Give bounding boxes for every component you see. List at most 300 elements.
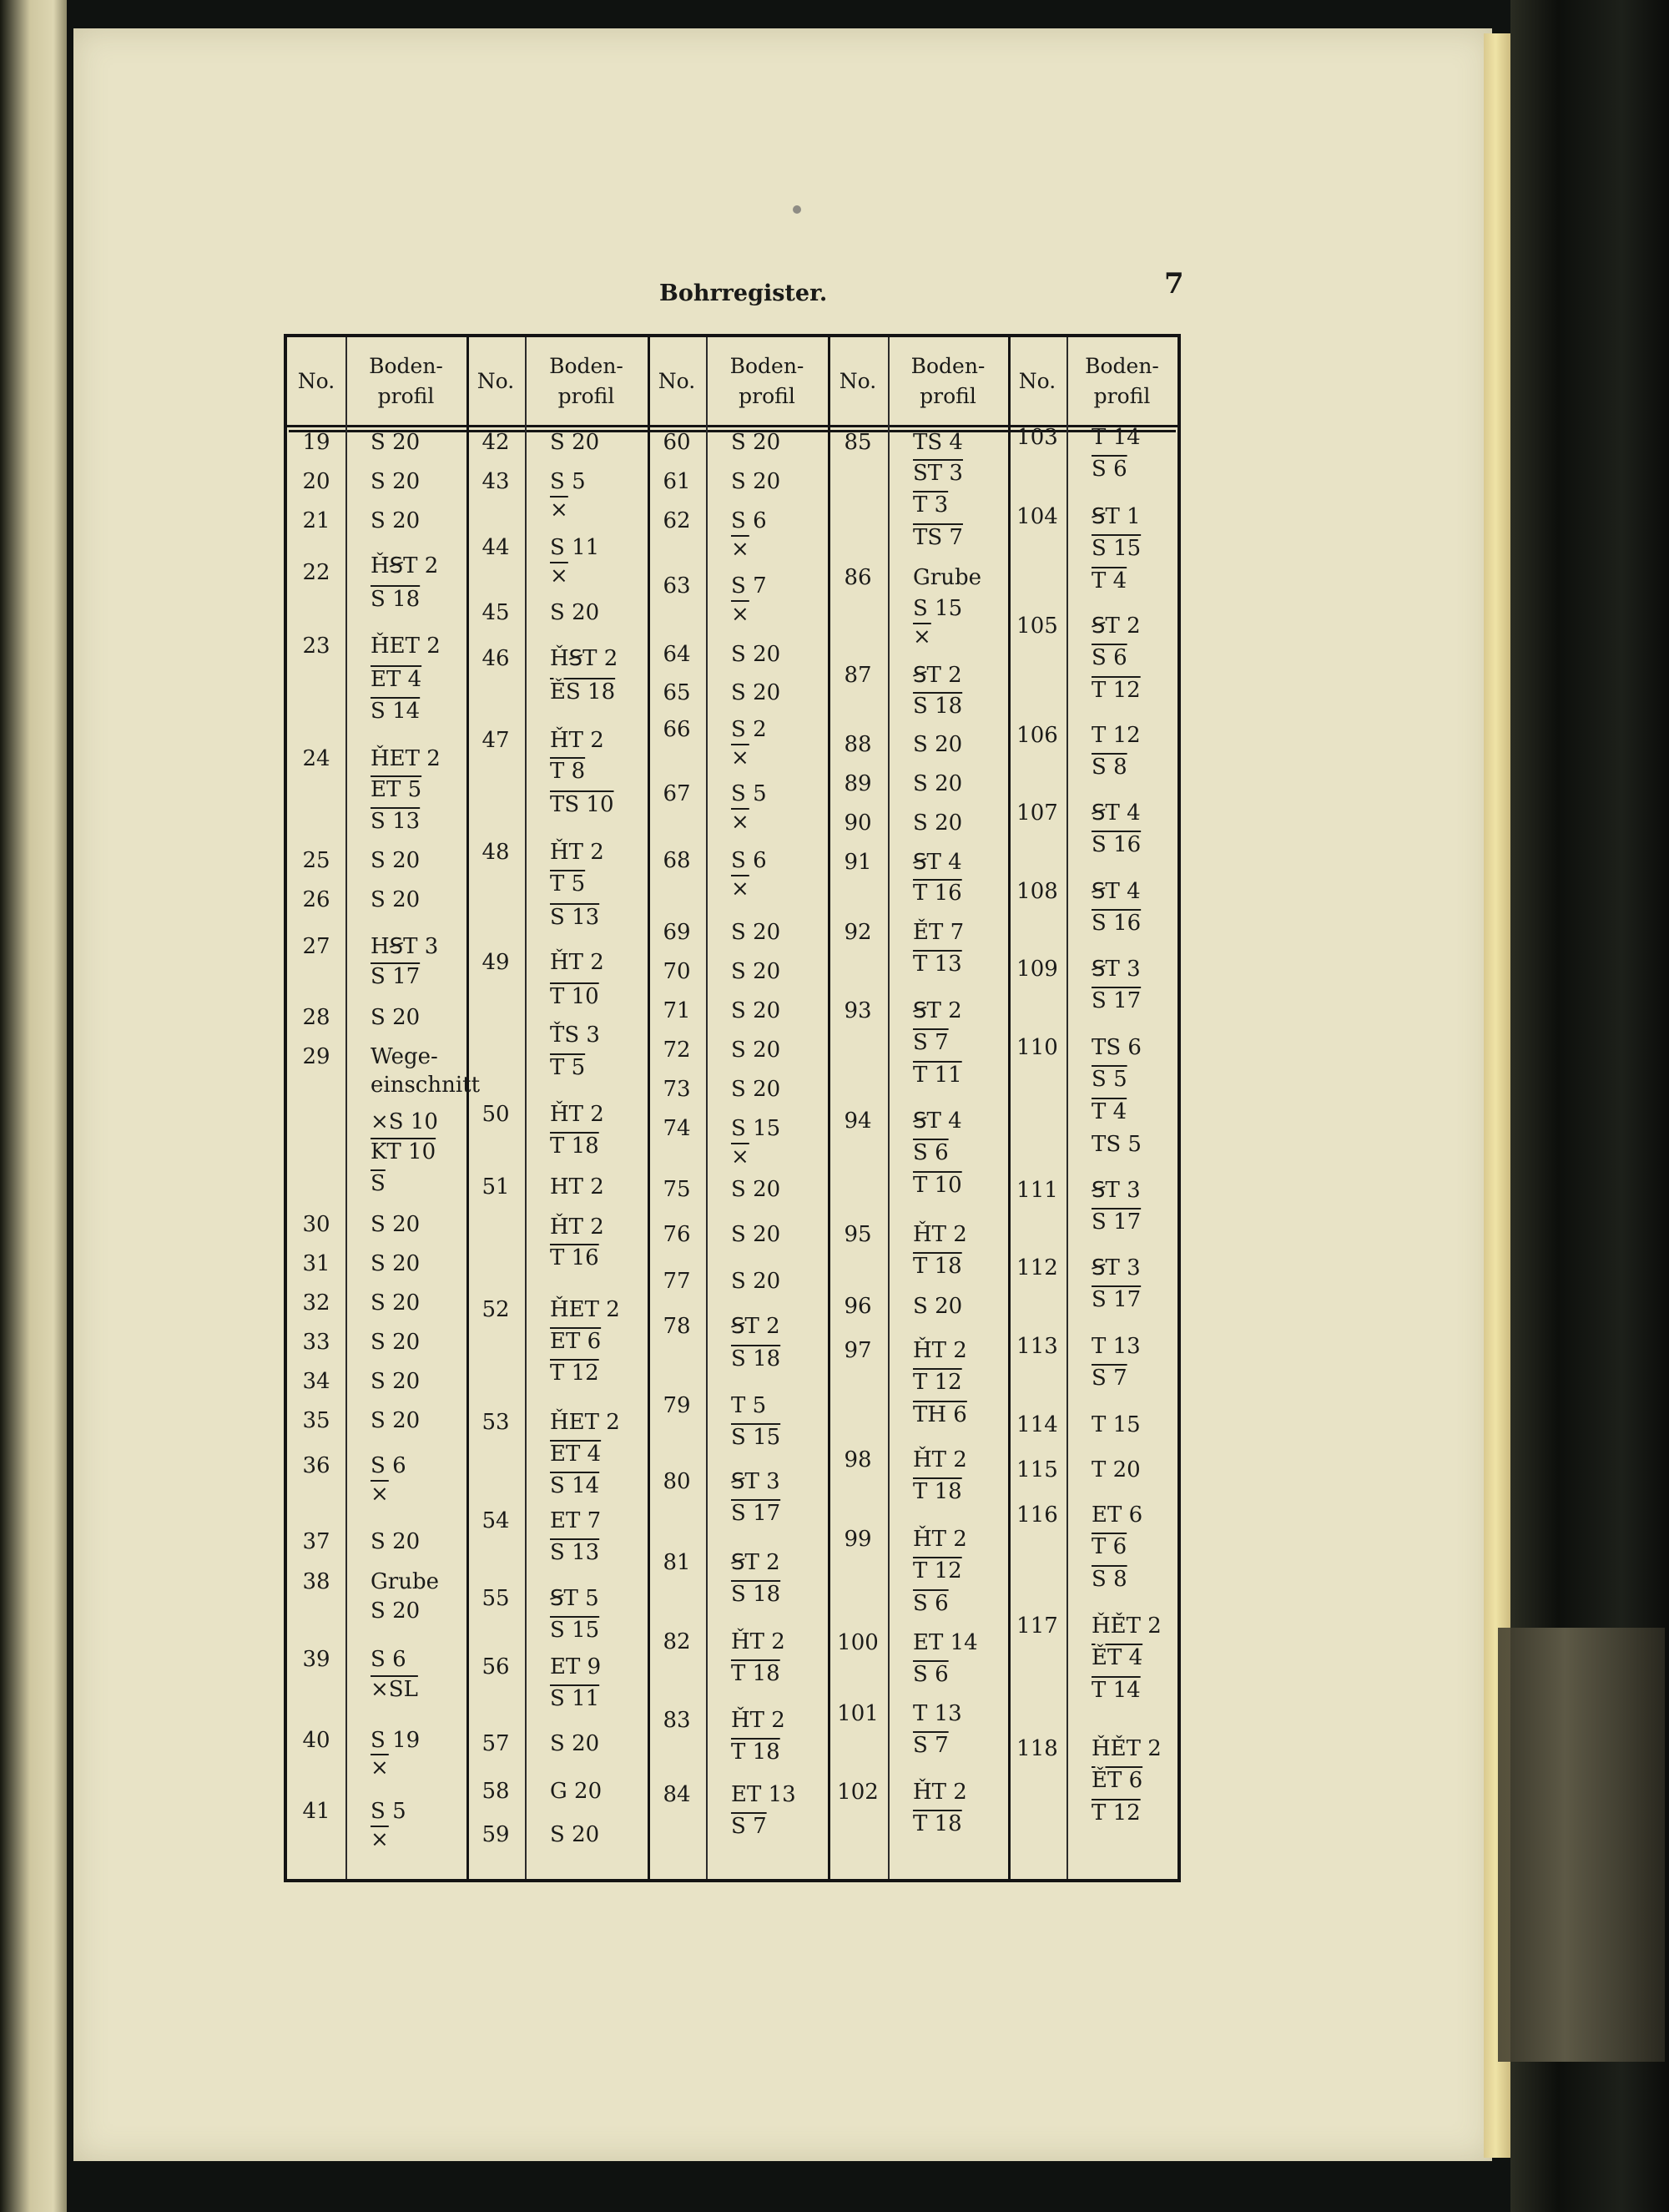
soil-profile-entry: T 11: [913, 1063, 962, 1088]
soil-profile-entry: ET 6: [550, 1329, 602, 1354]
boring-number: 55: [482, 1586, 510, 1611]
header-bodenprofil: Boden- profil: [910, 353, 986, 408]
soil-profile-entry: S 20: [913, 771, 963, 796]
boring-number: 88: [844, 732, 872, 757]
soil-profile-entry: S 6: [731, 848, 767, 873]
soil-profile-entry: S 19: [371, 1728, 421, 1753]
soil-profile-entry: ĚT 7: [913, 920, 965, 945]
soil-profile-entry: ET 9: [550, 1654, 602, 1679]
soil-profile-entry: S 17: [1092, 1210, 1142, 1235]
boring-number: 109: [1016, 957, 1058, 982]
soil-profile-entry: T 14: [1092, 425, 1141, 450]
soil-profile-entry: ȞT 2: [913, 1780, 967, 1805]
boring-number: 30: [302, 1212, 330, 1237]
soil-profile-entry: ꞨT 4: [913, 1109, 962, 1134]
soil-profile-entry: S 20: [371, 887, 421, 912]
soil-profile-entry: ET 5: [371, 777, 422, 802]
boring-number: 94: [844, 1109, 872, 1134]
boring-number: 90: [844, 811, 872, 836]
soil-profile-entry: S 17: [1092, 988, 1142, 1013]
soil-profile-entry: ET 13: [731, 1782, 796, 1807]
boring-number: 31: [302, 1251, 330, 1276]
soil-profile-entry: S 20: [550, 600, 600, 625]
soil-profile-entry: ȞET 2: [550, 1297, 620, 1322]
soil-profile-entry: T 3: [913, 492, 949, 518]
header-no: No.: [297, 368, 335, 393]
soil-profile-entry: T 10: [913, 1173, 962, 1198]
soil-profile-entry: HꞨT 3: [371, 934, 439, 959]
soil-profile-entry: T 4: [1092, 568, 1127, 593]
soil-profile-entry: S 20: [371, 1529, 421, 1554]
header-bodenprofil: Boden- profil: [729, 353, 804, 408]
boring-number: 35: [302, 1408, 330, 1433]
soil-profile-entry: ꞨT 4: [1092, 800, 1141, 826]
boring-number: 56: [482, 1654, 510, 1679]
boring-number: 89: [844, 771, 872, 796]
soil-profile-entry: S 7: [731, 1814, 767, 1839]
page-mark: [793, 205, 801, 214]
soil-profile-entry: S 5: [1092, 1067, 1127, 1092]
soil-profile-entry: S 20: [731, 642, 781, 667]
soil-profile-entry: T 20: [1092, 1457, 1141, 1482]
soil-profile-entry: S 20: [371, 1212, 421, 1237]
soil-profile-entry: T 12: [1092, 678, 1141, 703]
soil-profile-entry: S 20: [371, 469, 421, 494]
soil-profile-entry: T 12: [913, 1558, 962, 1583]
soil-profile-entry: S 6: [1092, 645, 1127, 670]
soil-profile-entry: ꞨT 2: [913, 663, 962, 688]
boring-number: 46: [482, 646, 510, 671]
boring-number: 38: [302, 1569, 330, 1594]
boring-number: 20: [302, 469, 330, 494]
boring-number: 104: [1016, 504, 1058, 529]
soil-profile-entry: ȞꞨT 2: [550, 646, 618, 671]
header-no: No.: [1018, 368, 1056, 393]
soil-profile-entry: T 12: [1092, 1800, 1141, 1826]
boring-number: 33: [302, 1330, 330, 1355]
soil-profile-entry: S 20: [731, 959, 781, 984]
soil-profile-entry: S 18: [731, 1582, 781, 1607]
soil-profile-entry: T 18: [913, 1479, 962, 1504]
boring-number: 45: [482, 600, 510, 625]
column-separator: [1066, 337, 1068, 1879]
soil-profile-entry: S 11: [550, 535, 600, 560]
soil-profile-entry: KT 10: [371, 1139, 436, 1164]
soil-profile-entry: T 18: [550, 1134, 599, 1159]
boring-number: 53: [482, 1410, 510, 1435]
column-separator: [525, 337, 527, 1879]
soil-profile-entry: T 13: [1092, 1334, 1141, 1359]
soil-profile-entry: ꞨT 5: [550, 1586, 599, 1611]
soil-profile-entry: ×: [731, 745, 749, 770]
boring-number: 118: [1016, 1736, 1058, 1761]
boring-number: 54: [482, 1508, 510, 1533]
boring-number: 70: [663, 959, 691, 984]
boring-number: 63: [663, 573, 691, 598]
soil-profile-entry: ȞT 2: [550, 728, 604, 753]
boring-number: 23: [302, 634, 330, 659]
soil-profile-entry: S 20: [731, 920, 781, 945]
soil-profile-entry: ĚT 4: [1092, 1645, 1143, 1670]
facing-page-edge: [0, 0, 67, 2212]
soil-profile-entry: S 5: [731, 781, 767, 806]
soil-profile-entry: T 15: [1092, 1412, 1141, 1437]
boring-number: 79: [663, 1393, 691, 1418]
soil-profile-entry: ꞨT 3: [1092, 1178, 1141, 1203]
header-no: No.: [839, 368, 877, 393]
boring-number: 26: [302, 887, 330, 912]
bohrregister-table: [284, 334, 1181, 1882]
soil-profile-entry: S 6: [913, 1591, 949, 1616]
boring-number: 101: [837, 1701, 879, 1726]
soil-profile-entry: S 5: [371, 1799, 406, 1824]
header-bodenprofil: Boden- profil: [369, 353, 443, 408]
soil-profile-entry: S 20: [550, 1822, 600, 1847]
soil-profile-entry: TS 4: [913, 430, 963, 455]
boring-number: 62: [663, 508, 691, 533]
boring-number: 47: [482, 728, 510, 753]
soil-profile-entry: TS 10: [550, 792, 614, 817]
soil-profile-entry: T 18: [913, 1254, 962, 1279]
boring-number: 61: [663, 469, 691, 494]
header-bodenprofil: Boden- profil: [549, 353, 623, 408]
soil-profile-entry: ꞨT 3: [1092, 1255, 1141, 1280]
soil-profile-entry: S 13: [371, 809, 421, 834]
soil-profile-entry: ĚS 18: [550, 679, 616, 705]
soil-profile-entry: S 20: [371, 1005, 421, 1030]
soil-profile-entry: T 18: [731, 1661, 780, 1686]
column-separator: [1008, 337, 1011, 1879]
soil-profile-entry: HT 2: [550, 1174, 604, 1199]
boring-number: 111: [1016, 1178, 1058, 1203]
soil-profile-entry: ET 4: [371, 667, 422, 692]
soil-profile-entry: ȞET 2: [550, 1410, 620, 1435]
soil-profile-entry: S 6: [913, 1662, 949, 1687]
boring-number: 42: [482, 430, 510, 455]
page-number: 7: [1164, 267, 1184, 300]
soil-profile-entry: ȞĚT 2: [1092, 1736, 1162, 1761]
boring-number: 100: [837, 1630, 879, 1655]
boring-number: 108: [1016, 879, 1058, 904]
soil-profile-entry: ꞨT 2: [731, 1314, 780, 1339]
soil-profile-entry: ×: [731, 876, 749, 901]
soil-profile-entry: T 5: [550, 871, 586, 896]
soil-profile-entry: ȞꞨT 2: [371, 553, 439, 578]
soil-profile-entry: ET 14: [913, 1630, 978, 1655]
soil-profile-entry: S 20: [371, 1598, 421, 1624]
soil-profile-entry: S 20: [731, 469, 781, 494]
boring-number: 27: [302, 934, 330, 959]
boring-number: 48: [482, 840, 510, 865]
soil-profile-entry: ×: [731, 1144, 749, 1169]
soil-profile-entry: ꞨT 2: [731, 1550, 780, 1575]
soil-profile-entry: S 20: [371, 1369, 421, 1394]
soil-profile-entry: ×: [550, 497, 568, 523]
soil-profile-entry: TS 6: [1092, 1035, 1142, 1060]
boring-number: 24: [302, 746, 330, 771]
soil-profile-entry: S 15: [731, 1116, 781, 1141]
soil-profile-entry: S 11: [550, 1686, 600, 1711]
boring-number: 65: [663, 680, 691, 705]
boring-number: 80: [663, 1469, 691, 1494]
soil-profile-entry: ȞT 2: [913, 1338, 967, 1363]
boring-number: 77: [663, 1269, 691, 1294]
soil-profile-entry: T 12: [1092, 723, 1141, 748]
soil-profile-entry: ȞT 2: [550, 950, 604, 975]
soil-profile-entry: S 7: [913, 1733, 949, 1758]
boring-number: 82: [663, 1629, 691, 1654]
boring-number: 69: [663, 920, 691, 945]
boring-number: 112: [1016, 1255, 1058, 1280]
soil-profile-entry: ȞT 2: [731, 1708, 785, 1733]
soil-profile-entry: ȞT 2: [550, 840, 604, 865]
soil-profile-entry: S 14: [550, 1473, 600, 1498]
boring-number: 52: [482, 1297, 510, 1322]
soil-profile-entry: ꞨT 1: [1092, 504, 1141, 529]
soil-profile-entry: Grube: [371, 1569, 439, 1594]
soil-profile-entry: ×: [371, 1827, 389, 1852]
boring-number: 110: [1016, 1035, 1058, 1060]
column-separator: [706, 337, 708, 1879]
soil-profile-entry: TH 6: [913, 1402, 967, 1427]
soil-profile-entry: T 13: [913, 1701, 962, 1726]
soil-profile-entry: ꞨT 3: [1092, 957, 1141, 982]
soil-profile-entry: ×S 10: [371, 1109, 438, 1134]
soil-profile-entry: S 15: [731, 1425, 781, 1450]
soil-profile-entry: S 18: [731, 1346, 781, 1371]
boring-number: 43: [482, 469, 510, 494]
soil-profile-entry: ET 6: [1092, 1502, 1143, 1528]
boring-number: 106: [1016, 723, 1058, 748]
soil-profile-entry: ×: [371, 1482, 389, 1507]
soil-profile-entry: T 18: [731, 1740, 780, 1765]
soil-profile-entry: Grube: [913, 565, 981, 590]
header-bodenprofil: Boden- profil: [1085, 353, 1159, 408]
soil-profile-entry: S 20: [731, 1038, 781, 1063]
boring-number: 98: [844, 1447, 872, 1472]
soil-profile-entry: S 20: [731, 1222, 781, 1247]
soil-profile-entry: S 13: [550, 1540, 600, 1565]
soil-profile-entry: ȞET 2: [371, 746, 441, 771]
soil-profile-entry: ȞT 2: [731, 1629, 785, 1654]
soil-profile-entry: ȞET 2: [371, 634, 441, 659]
header-no: No.: [476, 368, 515, 393]
soil-profile-entry: S 17: [731, 1501, 781, 1526]
soil-profile-entry: T 5: [550, 1055, 586, 1080]
soil-profile-entry: S 5: [550, 469, 586, 494]
boring-number: 37: [302, 1529, 330, 1554]
soil-profile-entry: ET 4: [550, 1442, 602, 1467]
boring-number: 117: [1016, 1614, 1058, 1639]
boring-number: 41: [302, 1799, 330, 1824]
soil-profile-entry: S 6: [731, 508, 767, 533]
soil-profile-entry: S 6: [371, 1647, 406, 1672]
boring-number: 28: [302, 1005, 330, 1030]
soil-profile-entry: S 17: [1092, 1287, 1142, 1312]
boring-number: 59: [482, 1822, 510, 1847]
boring-number: 97: [844, 1338, 872, 1363]
boring-number: 44: [482, 535, 510, 560]
soil-profile-entry: S 20: [371, 1408, 421, 1433]
boring-number: 29: [302, 1044, 330, 1069]
soil-profile-entry: S 6: [1092, 457, 1127, 482]
soil-profile-entry: T 4: [1092, 1099, 1127, 1124]
boring-number: 73: [663, 1077, 691, 1102]
soil-profile-entry: S 17: [371, 964, 421, 989]
soil-profile-entry: ꞨT 2: [913, 998, 962, 1023]
boring-number: 85: [844, 430, 872, 455]
boring-number: 74: [663, 1116, 691, 1141]
boring-number: 86: [844, 565, 872, 590]
boring-number: 91: [844, 850, 872, 875]
soil-profile-entry: T 14: [1092, 1678, 1141, 1703]
soil-profile-entry: ȞT 2: [913, 1447, 967, 1472]
boring-number: 113: [1016, 1334, 1058, 1359]
soil-profile-entry: S 2: [731, 717, 767, 742]
soil-profile-entry: S 8: [1092, 1567, 1127, 1592]
soil-profile-entry: ȞT 2: [550, 1102, 604, 1127]
soil-profile-entry: S 6: [371, 1453, 406, 1478]
soil-profile-entry: S 18: [371, 587, 421, 612]
boring-number: 72: [663, 1038, 691, 1063]
soil-profile-entry: S 6: [913, 1140, 949, 1165]
boring-number: 105: [1016, 614, 1058, 639]
soil-profile-entry: ×: [550, 563, 568, 588]
boring-number: 58: [482, 1779, 510, 1804]
boring-number: 102: [837, 1780, 879, 1805]
soil-profile-entry: ĚT 6: [1092, 1768, 1143, 1793]
boring-number: 32: [302, 1290, 330, 1316]
boring-number: 84: [663, 1782, 691, 1807]
soil-profile-entry: T 16: [913, 881, 962, 906]
boring-number: 93: [844, 998, 872, 1023]
soil-profile-entry: T 5: [731, 1393, 767, 1418]
soil-profile-entry: S 20: [731, 998, 781, 1023]
soil-profile-entry: ×: [371, 1755, 389, 1780]
soil-profile-entry: S 20: [731, 1077, 781, 1102]
soil-profile-entry: ×SL: [371, 1677, 418, 1702]
boring-number: 67: [663, 781, 691, 806]
soil-profile-entry: ꞨT 4: [1092, 879, 1141, 904]
soil-profile-entry: T 12: [913, 1370, 962, 1395]
soil-profile-entry: S 20: [371, 848, 421, 873]
soil-profile-entry: S 20: [371, 430, 421, 455]
soil-profile-entry: ȞĚT 2: [1092, 1614, 1162, 1639]
boring-number: 114: [1016, 1412, 1058, 1437]
column-separator: [345, 337, 347, 1879]
soil-profile-entry: S 20: [550, 430, 600, 455]
soil-profile-entry: ꞨT 2: [1092, 614, 1141, 639]
boring-number: 50: [482, 1102, 510, 1127]
soil-profile-entry: S 20: [913, 732, 963, 757]
soil-profile-entry: S 15: [550, 1618, 600, 1643]
boring-number: 103: [1016, 425, 1058, 450]
soil-profile-entry: T 16: [550, 1245, 599, 1270]
soil-profile-entry: S 20: [731, 430, 781, 455]
boring-number: 19: [302, 430, 330, 455]
soil-profile-entry: ST 3: [913, 461, 963, 486]
soil-profile-entry: S 20: [550, 1731, 600, 1756]
soil-profile-entry: S 13: [550, 905, 600, 930]
soil-profile-entry: S 20: [731, 1177, 781, 1202]
boring-number: 22: [302, 560, 330, 585]
soil-profile-entry: ꞨT 4: [913, 850, 962, 875]
soil-profile-entry: S 7: [1092, 1366, 1127, 1391]
column-separator: [888, 337, 890, 1879]
soil-profile-entry: ×: [913, 624, 931, 649]
boring-number: 39: [302, 1647, 330, 1672]
soil-profile-entry: S 15: [913, 596, 963, 621]
soil-profile-entry: ꞨT 3: [731, 1469, 780, 1494]
soil-profile-entry: $\overline{S}$: [371, 1171, 386, 1196]
soil-profile-entry: S 14: [371, 699, 421, 724]
boring-number: 40: [302, 1728, 330, 1753]
soil-profile-entry: S 20: [913, 1294, 963, 1319]
boring-number: 68: [663, 848, 691, 873]
boring-number: 60: [663, 430, 691, 455]
soil-profile-entry: S 8: [1092, 755, 1127, 780]
boring-number: 99: [844, 1527, 872, 1552]
boring-number: 66: [663, 717, 691, 742]
boring-number: 34: [302, 1369, 330, 1394]
boring-number: 116: [1016, 1502, 1058, 1528]
soil-profile-entry: ŤS 3: [550, 1023, 600, 1048]
soil-profile-entry: ȞT 2: [913, 1527, 967, 1552]
soil-profile-entry: ȞT 2: [550, 1215, 604, 1240]
boring-number: 51: [482, 1174, 510, 1199]
boring-number: 115: [1016, 1457, 1058, 1482]
soil-profile-entry: S 20: [913, 811, 963, 836]
soil-profile-entry: ×: [731, 810, 749, 835]
boring-number: 92: [844, 920, 872, 945]
soil-profile-entry: S 20: [731, 1269, 781, 1294]
boring-number: 87: [844, 663, 872, 688]
soil-profile-entry: S 15: [1092, 536, 1142, 561]
soil-profile-entry: ȞT 2: [913, 1222, 967, 1247]
soil-profile-entry: S 7: [731, 573, 767, 598]
soil-profile-entry: ×: [731, 602, 749, 627]
boring-number: 36: [302, 1453, 330, 1478]
page-title: Bohrregister.: [659, 280, 828, 306]
boring-number: 25: [302, 848, 330, 873]
boring-number: 81: [663, 1550, 691, 1575]
boring-number: 76: [663, 1222, 691, 1247]
cover-wear: [1498, 1628, 1665, 2062]
soil-profile-entry: T 12: [550, 1361, 599, 1386]
header-no: No.: [658, 368, 696, 393]
soil-profile-entry: ET 7: [550, 1508, 602, 1533]
soil-profile-entry: einschnitt: [371, 1073, 481, 1098]
soil-profile-entry: T 13: [913, 952, 962, 977]
soil-profile-entry: S 16: [1092, 911, 1142, 936]
soil-profile-entry: S 20: [371, 1290, 421, 1316]
boring-number: 78: [663, 1314, 691, 1339]
soil-profile-entry: ×: [731, 537, 749, 562]
boring-number: 57: [482, 1731, 510, 1756]
boring-number: 96: [844, 1294, 872, 1319]
soil-profile-entry: TS 5: [1092, 1132, 1142, 1157]
boring-number: 64: [663, 642, 691, 667]
soil-profile-entry: S 20: [371, 1330, 421, 1355]
soil-profile-entry: G 20: [550, 1779, 603, 1804]
soil-profile-entry: T 18: [913, 1811, 962, 1836]
soil-profile-entry: S 7: [913, 1030, 949, 1055]
boring-number: 107: [1016, 800, 1058, 826]
boring-number: 75: [663, 1177, 691, 1202]
boring-number: 71: [663, 998, 691, 1023]
soil-profile-entry: S 18: [913, 694, 963, 719]
soil-profile-entry: S 20: [371, 508, 421, 533]
